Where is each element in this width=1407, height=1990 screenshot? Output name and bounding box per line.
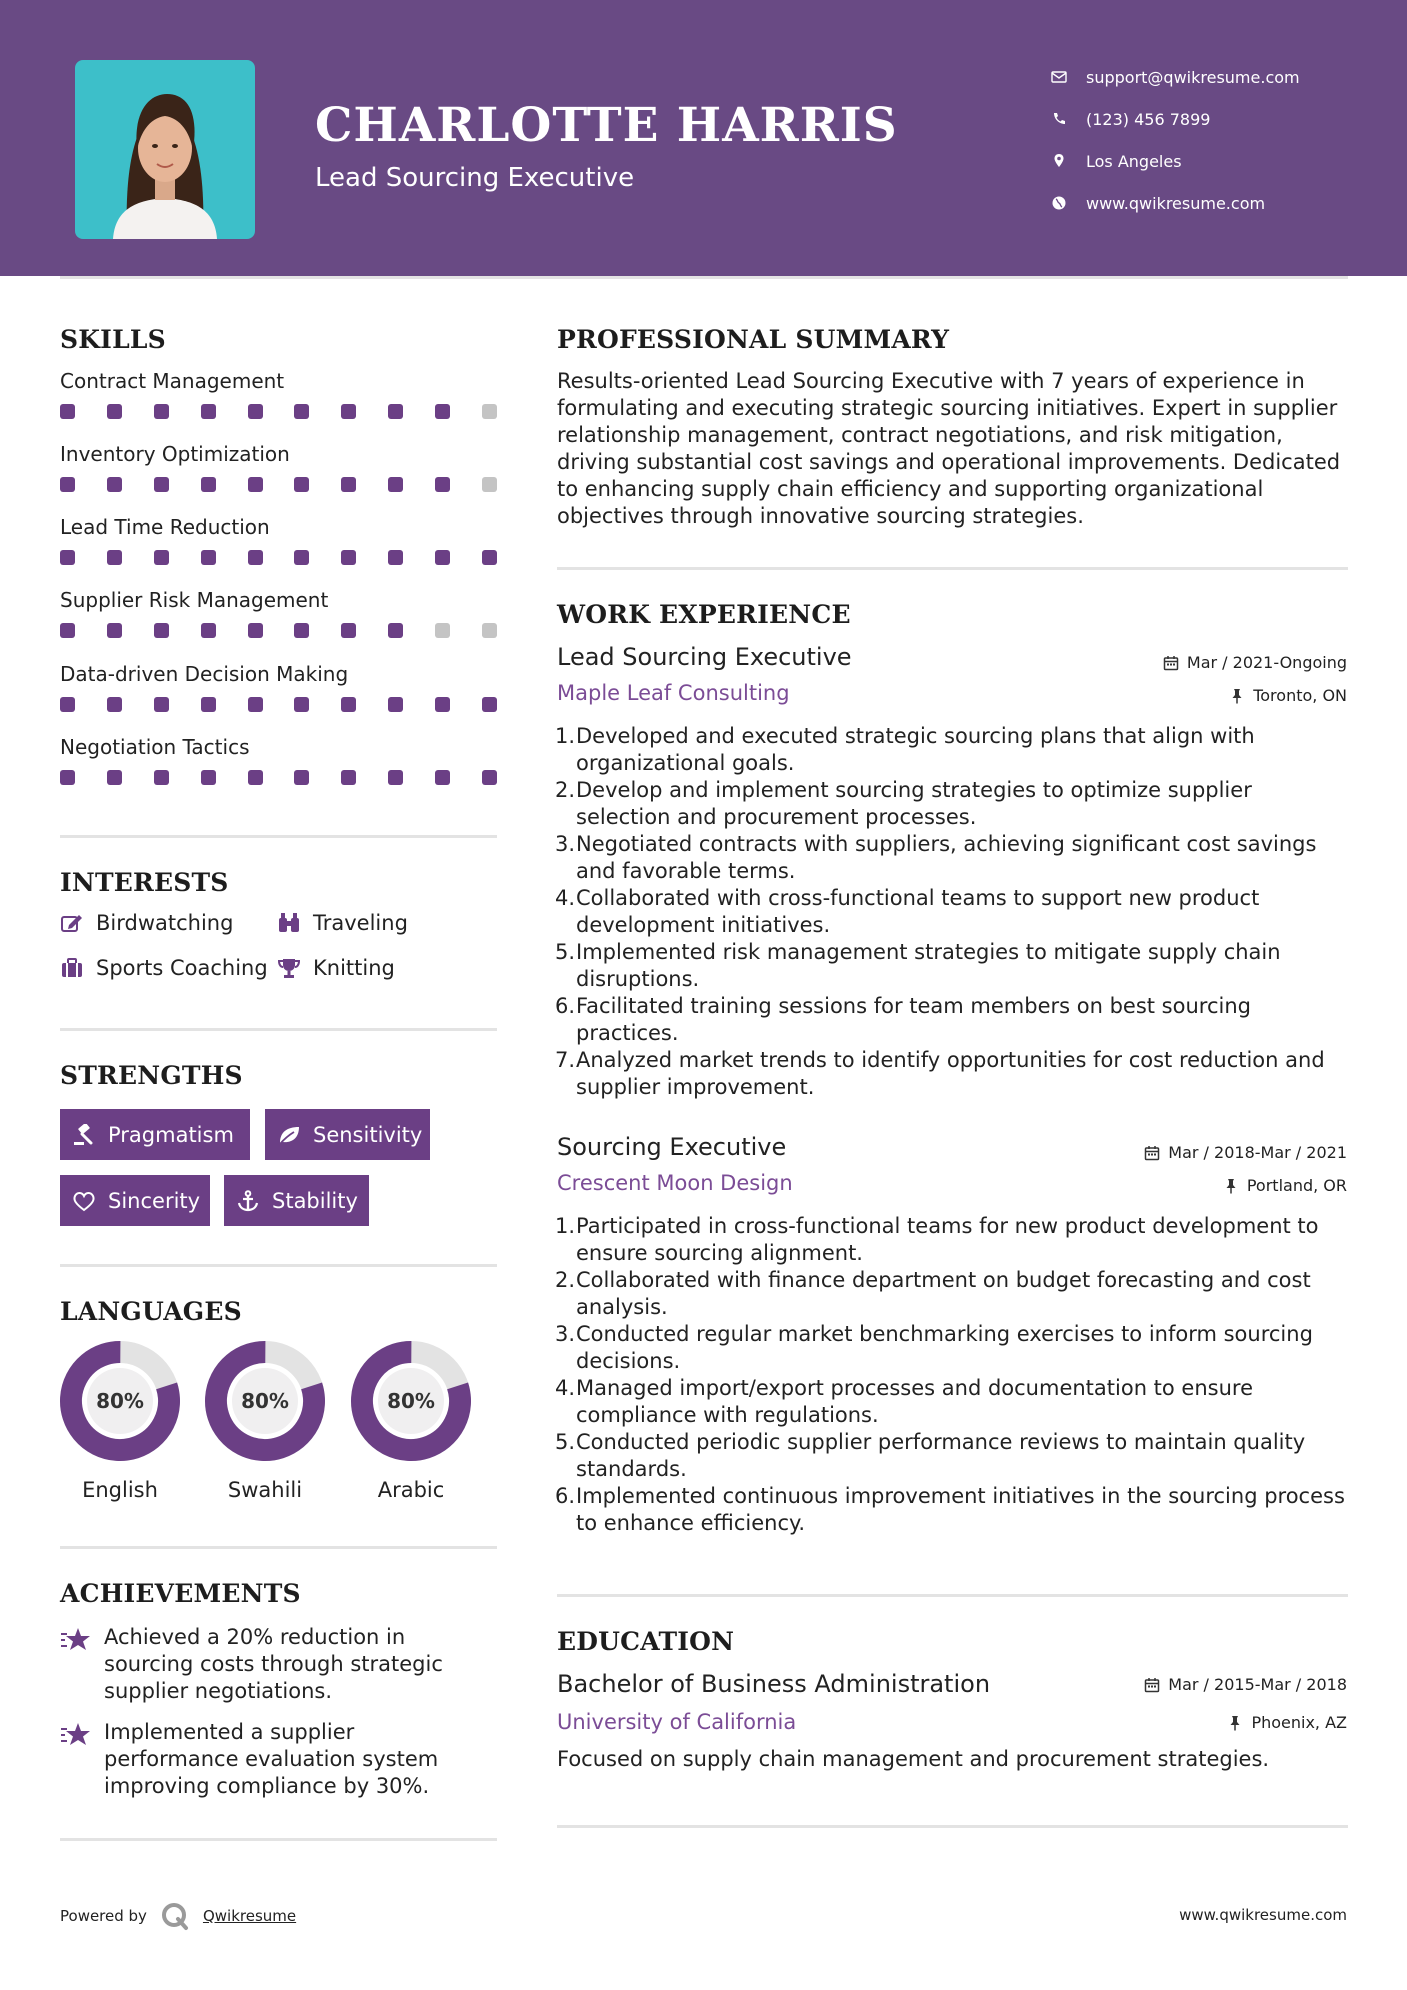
language-item bbox=[59, 1340, 181, 1502]
skill-dot-filled bbox=[60, 623, 75, 638]
skill-dot-filled bbox=[388, 697, 403, 712]
gavel-icon bbox=[72, 1124, 96, 1146]
language-ring bbox=[350, 1340, 472, 1462]
list-item bbox=[550, 1483, 1350, 1537]
anchor-icon bbox=[236, 1190, 260, 1212]
skill-dot-empty bbox=[482, 477, 497, 492]
resume-header bbox=[0, 0, 1407, 276]
contact-phone-text: (123) 456 7899 bbox=[1086, 109, 1211, 129]
skill-dot-filled bbox=[60, 770, 75, 785]
list-item bbox=[550, 1321, 1350, 1375]
list-item bbox=[550, 831, 1350, 885]
language-name: Swahili bbox=[227, 1478, 303, 1502]
envelope-icon bbox=[1050, 68, 1068, 86]
skill-dot-filled bbox=[435, 404, 450, 419]
list-item bbox=[550, 993, 1350, 1047]
phone-icon bbox=[1050, 110, 1068, 128]
pushpin-icon bbox=[1229, 688, 1245, 704]
language-item bbox=[350, 1340, 472, 1502]
skill-dot-filled bbox=[248, 550, 263, 565]
skill-dot-filled bbox=[60, 404, 75, 419]
list-item bbox=[550, 1375, 1350, 1429]
skill-dot-filled bbox=[294, 477, 309, 492]
skill-dot-filled bbox=[248, 404, 263, 419]
list-item bbox=[550, 723, 1350, 777]
skill-dot-filled bbox=[60, 477, 75, 492]
skill-dot-filled bbox=[435, 697, 450, 712]
skill-dot-filled bbox=[107, 550, 122, 565]
section-divider bbox=[557, 1594, 1348, 1597]
job-location bbox=[1229, 686, 1347, 705]
list-item-text: Develop and implement sourcing strategies to optimize supplier selection and procurement processes. bbox=[576, 778, 1252, 829]
skill-dot-filled bbox=[60, 550, 75, 565]
skill-name: Data-driven Decision Making bbox=[60, 662, 349, 686]
strength-label: Sensitivity bbox=[313, 1122, 423, 1147]
skill-dot-filled bbox=[201, 770, 216, 785]
education-location-text: Phoenix, AZ bbox=[1251, 1713, 1347, 1732]
star-badge-icon bbox=[60, 1721, 92, 1749]
candidate-name: CHARLOTTE HARRIS bbox=[315, 98, 898, 153]
skill-dot-filled bbox=[107, 404, 122, 419]
contact-location bbox=[1050, 140, 1300, 182]
footer-powered-by bbox=[60, 1900, 296, 1932]
language-ring bbox=[204, 1340, 326, 1462]
skill-dot-filled bbox=[388, 623, 403, 638]
strength-label: Stability bbox=[272, 1188, 358, 1213]
briefcase-icon bbox=[60, 957, 84, 979]
language-name: Arabic bbox=[377, 1478, 445, 1502]
skill-dot-filled bbox=[388, 550, 403, 565]
skill-item bbox=[60, 514, 500, 565]
section-divider bbox=[60, 1838, 497, 1841]
strength-tag bbox=[224, 1175, 369, 1226]
skill-name: Negotiation Tactics bbox=[60, 735, 250, 759]
skill-dot-empty bbox=[482, 623, 497, 638]
skill-dot-filled bbox=[248, 770, 263, 785]
strength-tag bbox=[60, 1109, 250, 1160]
job-date bbox=[1144, 1143, 1347, 1162]
interest-item bbox=[277, 911, 408, 935]
skill-item bbox=[60, 734, 500, 785]
pencil-square-icon bbox=[60, 912, 84, 934]
skill-dot-filled bbox=[107, 770, 122, 785]
skill-rating bbox=[60, 404, 497, 419]
list-item-number: 7. bbox=[554, 1048, 575, 1072]
education-degree: Bachelor of Business Administration bbox=[557, 1670, 991, 1698]
calendar-icon bbox=[1144, 1145, 1160, 1161]
contact-list bbox=[1050, 56, 1300, 224]
skill-item bbox=[60, 661, 500, 712]
education-date bbox=[1144, 1675, 1347, 1694]
globe-icon bbox=[1050, 194, 1068, 212]
interests-title: INTERESTS bbox=[60, 868, 229, 897]
list-item bbox=[550, 777, 1350, 831]
skill-item bbox=[60, 587, 500, 638]
section-divider bbox=[557, 567, 1348, 570]
education-date-text: Mar / 2015-Mar / 2018 bbox=[1168, 1675, 1347, 1694]
list-item bbox=[550, 1047, 1350, 1101]
qwikresume-logo-icon bbox=[159, 1900, 191, 1932]
language-percent: 80% bbox=[241, 1389, 289, 1413]
list-item-text: Negotiated contracts with suppliers, achieving significant cost savings and favorable terms. bbox=[576, 832, 1317, 883]
list-item-number: 3. bbox=[554, 1322, 575, 1346]
contact-phone[interactable] bbox=[1050, 98, 1300, 140]
skill-item bbox=[60, 368, 500, 419]
powered-by-text: Powered by bbox=[60, 1907, 147, 1925]
strength-label: Sincerity bbox=[108, 1188, 201, 1213]
list-item-text: Conducted periodic supplier performance reviews to maintain quality standards. bbox=[576, 1430, 1306, 1481]
list-item-text: Conducted regular market benchmarking exercises to inform sourcing decisions. bbox=[576, 1322, 1313, 1373]
skill-dot-filled bbox=[107, 623, 122, 638]
list-item-number: 6. bbox=[554, 1484, 575, 1508]
footer-website[interactable]: www.qwikresume.com bbox=[1179, 1906, 1347, 1924]
candidate-title: Lead Sourcing Executive bbox=[315, 163, 635, 193]
job-date-text: Mar / 2018-Mar / 2021 bbox=[1168, 1143, 1347, 1162]
language-percent: 80% bbox=[96, 1389, 144, 1413]
trophy-icon bbox=[277, 957, 301, 979]
skill-dot-filled bbox=[154, 770, 169, 785]
strength-tag bbox=[60, 1175, 210, 1226]
section-divider bbox=[60, 1264, 497, 1267]
skill-dot-filled bbox=[294, 404, 309, 419]
language-name: English bbox=[82, 1478, 158, 1502]
leaf-icon bbox=[277, 1124, 301, 1146]
job-location-text: Toronto, ON bbox=[1253, 686, 1347, 705]
skill-dot-filled bbox=[435, 550, 450, 565]
achievement-item bbox=[60, 1624, 470, 1705]
contact-email-text: support@qwikresume.com bbox=[1086, 67, 1300, 87]
skill-dot-filled bbox=[388, 404, 403, 419]
job-bullets bbox=[550, 1213, 1350, 1537]
skill-dot-filled bbox=[154, 404, 169, 419]
experience-title: WORK EXPERIENCE bbox=[557, 600, 851, 629]
list-item-number: 6. bbox=[554, 994, 575, 1018]
skill-item bbox=[60, 441, 500, 492]
skill-dot-filled bbox=[341, 404, 356, 419]
education-title: EDUCATION bbox=[557, 1627, 735, 1656]
list-item bbox=[550, 885, 1350, 939]
skill-dot-filled bbox=[60, 697, 75, 712]
skill-dot-filled bbox=[248, 697, 263, 712]
skill-dot-filled bbox=[388, 477, 403, 492]
list-item-text: Collaborated with finance department on budget forecasting and cost analysis. bbox=[576, 1268, 1311, 1319]
skill-dot-filled bbox=[294, 550, 309, 565]
contact-location-text: Los Angeles bbox=[1086, 151, 1182, 171]
achievements-title: ACHIEVEMENTS bbox=[60, 1579, 301, 1608]
skill-rating bbox=[60, 623, 497, 638]
job-company: Crescent Moon Design bbox=[557, 1171, 793, 1195]
skill-dot-filled bbox=[294, 770, 309, 785]
list-item-number: 5. bbox=[554, 1430, 575, 1454]
list-item bbox=[550, 1429, 1350, 1483]
interest-item bbox=[60, 956, 268, 980]
list-item-number: 5. bbox=[554, 940, 575, 964]
list-item-text: Developed and executed strategic sourcing plans that align with organizational goals. bbox=[576, 724, 1255, 775]
list-item-number: 1. bbox=[554, 724, 575, 748]
skill-rating bbox=[60, 697, 497, 712]
skill-dot-filled bbox=[154, 477, 169, 492]
strength-tag bbox=[265, 1109, 430, 1160]
pushpin-icon bbox=[1223, 1178, 1239, 1194]
job-company: Maple Leaf Consulting bbox=[557, 681, 790, 705]
language-ring bbox=[59, 1340, 181, 1462]
header-divider bbox=[60, 276, 1348, 279]
job-role: Sourcing Executive bbox=[557, 1133, 787, 1161]
heart-icon bbox=[72, 1190, 96, 1212]
language-percent: 80% bbox=[387, 1389, 435, 1413]
skill-dot-filled bbox=[154, 697, 169, 712]
pushpin-icon bbox=[1227, 1715, 1243, 1731]
list-item-text: Managed import/export processes and documentation to ensure compliance with regulations. bbox=[576, 1376, 1254, 1427]
job-bullets bbox=[550, 723, 1350, 1101]
map-pin-icon bbox=[1050, 152, 1068, 170]
skill-dot-filled bbox=[341, 770, 356, 785]
interest-label: Knitting bbox=[313, 956, 395, 980]
skill-rating bbox=[60, 770, 497, 785]
contact-website-text: www.qwikresume.com bbox=[1086, 193, 1266, 213]
languages-title: LANGUAGES bbox=[60, 1297, 242, 1326]
skill-dot-filled bbox=[154, 623, 169, 638]
skill-dot-filled bbox=[248, 477, 263, 492]
qwikresume-link[interactable]: Qwikresume bbox=[202, 1907, 297, 1925]
contact-email[interactable] bbox=[1050, 56, 1300, 98]
job-role: Lead Sourcing Executive bbox=[557, 643, 852, 671]
interest-item bbox=[60, 911, 233, 935]
achievement-item bbox=[60, 1719, 470, 1800]
skill-name: Inventory Optimization bbox=[60, 442, 290, 466]
skill-name: Supplier Risk Management bbox=[60, 588, 329, 612]
binoculars-icon bbox=[277, 912, 301, 934]
skill-dot-filled bbox=[201, 623, 216, 638]
education-description: Focused on supply chain management and procurement strategies. bbox=[557, 1747, 1270, 1771]
interest-label: Birdwatching bbox=[96, 911, 234, 935]
summary-title: PROFESSIONAL SUMMARY bbox=[557, 325, 950, 354]
list-item bbox=[550, 939, 1350, 993]
strength-label: Pragmatism bbox=[108, 1122, 234, 1147]
skill-dot-filled bbox=[482, 770, 497, 785]
interest-label: Traveling bbox=[313, 911, 408, 935]
skill-name: Lead Time Reduction bbox=[60, 515, 270, 539]
achievement-text: Implemented a supplier performance evaluation system improving compliance by 30%. bbox=[104, 1720, 439, 1798]
list-item-number: 1. bbox=[554, 1214, 575, 1238]
list-item-number: 4. bbox=[554, 886, 575, 910]
skill-dot-filled bbox=[482, 697, 497, 712]
skill-dot-filled bbox=[201, 550, 216, 565]
section-divider bbox=[557, 1825, 1348, 1828]
skill-rating bbox=[60, 477, 497, 492]
skill-dot-filled bbox=[341, 697, 356, 712]
achievement-text: Achieved a 20% reduction in sourcing costs through strategic supplier negotiations. bbox=[104, 1625, 443, 1703]
skill-dot-filled bbox=[294, 623, 309, 638]
summary-text: Results-oriented Lead Sourcing Executive with 7 years of experience in formulating and executing strategic sourcing initiatives. Expert in supplier relationship management, contract negotiations, and risk mitigation, driving substantial cost savings and operational improvements. Dedicated to enhancing supply chain efficiency and supporting organizational objectives through innovative sourcing strategies. bbox=[557, 369, 1341, 528]
section-divider bbox=[60, 835, 497, 838]
skills-title: SKILLS bbox=[60, 325, 166, 354]
list-item-text: Analyzed market trends to identify opportunities for cost reduction and supplier improvement. bbox=[576, 1048, 1325, 1099]
star-badge-icon bbox=[60, 1626, 92, 1654]
list-item-number: 3. bbox=[554, 832, 575, 856]
list-item-text: Implemented continuous improvement initiatives in the sourcing process to enhance efficiency. bbox=[576, 1484, 1345, 1535]
section-divider bbox=[60, 1546, 497, 1549]
contact-website[interactable] bbox=[1050, 182, 1300, 224]
list-item bbox=[550, 1213, 1350, 1267]
job-location bbox=[1223, 1176, 1347, 1195]
education-location bbox=[1227, 1713, 1347, 1732]
list-item bbox=[550, 1267, 1350, 1321]
skill-dot-filled bbox=[107, 477, 122, 492]
job-date bbox=[1163, 653, 1347, 672]
strengths-title: STRENGTHS bbox=[60, 1061, 243, 1090]
list-item-text: Participated in cross-functional teams for new product development to ensure sourcing alignment. bbox=[576, 1214, 1319, 1265]
skill-rating bbox=[60, 550, 497, 565]
skill-dot-filled bbox=[435, 770, 450, 785]
skill-dot-filled bbox=[388, 770, 403, 785]
job-location-text: Portland, OR bbox=[1246, 1176, 1347, 1195]
skill-dot-filled bbox=[248, 623, 263, 638]
education-school: University of California bbox=[557, 1710, 797, 1734]
calendar-icon bbox=[1144, 1677, 1160, 1693]
skill-dot-filled bbox=[435, 477, 450, 492]
calendar-icon bbox=[1163, 655, 1179, 671]
skill-dot-filled bbox=[341, 623, 356, 638]
skill-dot-filled bbox=[341, 477, 356, 492]
interest-label: Sports Coaching bbox=[96, 956, 268, 980]
section-divider bbox=[60, 1028, 497, 1031]
skill-dot-filled bbox=[482, 550, 497, 565]
list-item-text: Collaborated with cross-functional teams to support new product development initiatives. bbox=[576, 886, 1260, 937]
skill-dot-filled bbox=[294, 697, 309, 712]
skill-dot-filled bbox=[201, 477, 216, 492]
skill-dot-filled bbox=[201, 697, 216, 712]
skill-dot-filled bbox=[201, 404, 216, 419]
list-item-text: Implemented risk management strategies to mitigate supply chain disruptions. bbox=[576, 940, 1281, 991]
profile-photo bbox=[75, 60, 255, 239]
list-item-number: 2. bbox=[554, 778, 575, 802]
list-item-number: 4. bbox=[554, 1376, 575, 1400]
skill-name: Contract Management bbox=[60, 369, 285, 393]
skill-dot-filled bbox=[341, 550, 356, 565]
list-item-number: 2. bbox=[554, 1268, 575, 1292]
skill-dot-filled bbox=[107, 697, 122, 712]
language-item bbox=[204, 1340, 326, 1502]
list-item-text: Facilitated training sessions for team members on best sourcing practices. bbox=[576, 994, 1251, 1045]
interest-item bbox=[277, 956, 395, 980]
skill-dot-empty bbox=[435, 623, 450, 638]
skill-dot-empty bbox=[482, 404, 497, 419]
job-date-text: Mar / 2021-Ongoing bbox=[1186, 653, 1347, 672]
skill-dot-filled bbox=[154, 550, 169, 565]
